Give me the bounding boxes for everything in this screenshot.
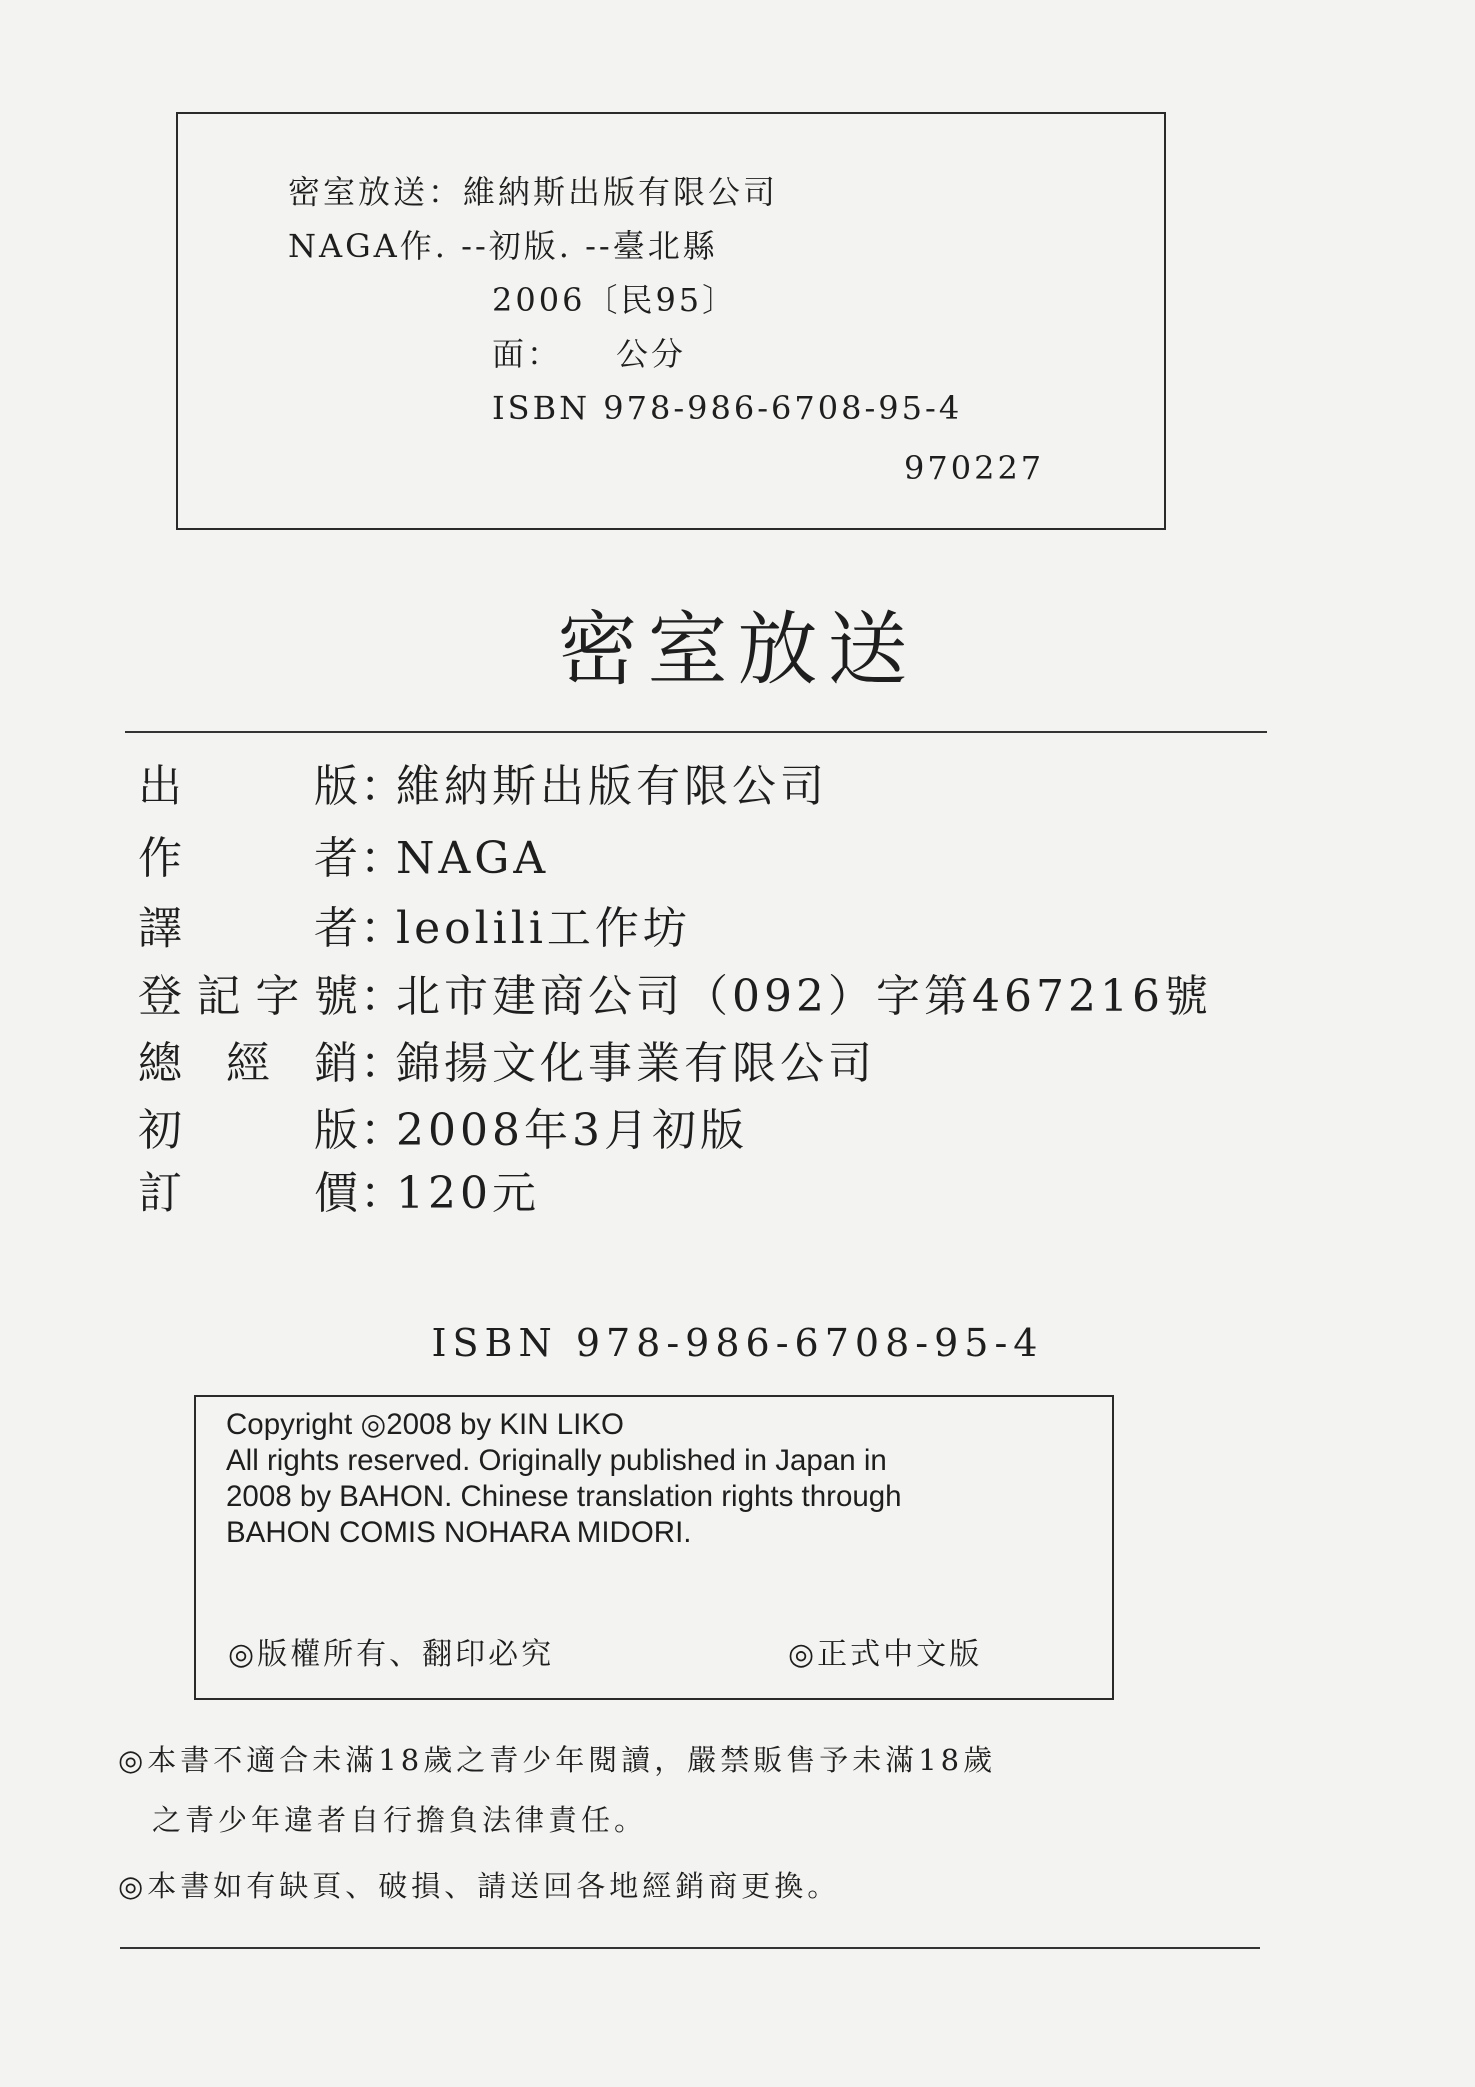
info-colon: ：: [360, 833, 404, 884]
official-edition-notice: ◎正式中文版: [788, 1637, 983, 1672]
info-label-char: 者: [314, 903, 358, 954]
info-label: [138, 1102, 358, 1160]
rights-reserved-notice: ◎版權所有、翻印必究: [228, 1637, 555, 1672]
info-label-char: 登: [138, 971, 182, 1022]
info-label-char: 總: [138, 1038, 182, 1089]
info-colon: ：: [360, 761, 404, 812]
info-label-char: 經: [226, 1038, 270, 1089]
age-notice-line-2: 之青少年違者自行擔負法律責任。: [152, 1803, 648, 1837]
title-divider: [125, 731, 1267, 733]
info-label-char: 版: [314, 761, 358, 812]
cip-line-4: 面： 公分: [492, 335, 687, 373]
info-label-char: 價: [314, 1168, 358, 1219]
info-label: [138, 1165, 358, 1223]
replacement-notice: ◎本書如有缺頁、破損、請送回各地經銷商更換。: [118, 1869, 841, 1903]
cip-line-6: 970227: [904, 449, 1045, 487]
info-colon: ：: [360, 903, 404, 954]
info-label-char: 字: [255, 971, 300, 1022]
cip-line-5: ISBN 978-986-6708-95-4: [492, 389, 963, 427]
info-label-char: 譯: [138, 903, 182, 954]
info-label: [138, 968, 358, 1026]
page-title: 密室放送: [557, 603, 918, 696]
info-label-char: 作: [138, 833, 182, 884]
info-label-char: 號: [313, 971, 358, 1022]
bottom-divider: [120, 1947, 1260, 1949]
info-colon: ：: [360, 1168, 404, 1219]
info-label-char: 記: [196, 971, 241, 1022]
info-label: [138, 830, 358, 888]
info-label-char: 銷: [314, 1038, 358, 1089]
info-label-char: 版: [314, 1105, 358, 1156]
cip-line-3: 2006〔民95〕: [492, 281, 738, 319]
cataloging-box: [176, 112, 1166, 530]
info-value: leolili工作坊: [396, 903, 691, 954]
cip-line-2: NAGA作. --初版. --臺北縣: [288, 227, 718, 265]
info-value: 錦揚文化事業有限公司: [396, 1038, 876, 1089]
copyright-box: [194, 1395, 1114, 1700]
info-label-char: 訂: [138, 1168, 182, 1219]
info-label-char: 出: [138, 761, 182, 812]
info-value: NAGA: [396, 833, 550, 884]
info-colon: ：: [360, 1105, 404, 1156]
info-value: 北市建商公司（092）字第467216號: [396, 971, 1212, 1022]
info-value: 2008年3月初版: [396, 1105, 748, 1156]
info-label: [138, 758, 358, 816]
info-colon: ：: [360, 971, 404, 1022]
age-notice-line-1: ◎本書不適合未滿18歲之青少年閱讀，嚴禁販售予未滿18歲: [118, 1743, 997, 1777]
isbn-number: ISBN 978-986-6708-95-4: [431, 1321, 1044, 1365]
info-label-char: 者: [314, 833, 358, 884]
info-colon: ：: [360, 1038, 404, 1089]
copyright-text: Copyright ◎2008 by KIN LIKO All rights reserved. Originally published in Japan in 2008 by BAHON. Chinese translation rights through BAHON COMIS NOHARA MIDORI.: [226, 1408, 902, 1549]
cip-line-1: 密室放送：維納斯出版有限公司: [288, 173, 779, 211]
info-label-char: 初: [138, 1105, 182, 1156]
info-label: [138, 900, 358, 958]
info-value: 維納斯出版有限公司: [396, 761, 828, 812]
info-label: [138, 1035, 358, 1093]
info-value: 120元: [396, 1168, 540, 1219]
